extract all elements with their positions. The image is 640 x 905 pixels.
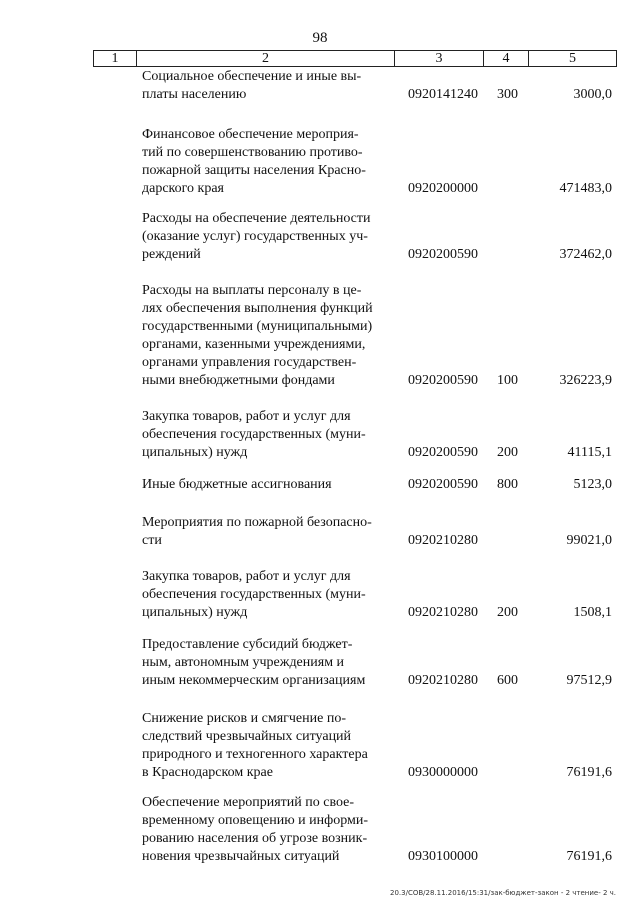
row-name-line: ным, автономным учреждениям и: [142, 655, 345, 670]
row-name: [142, 794, 392, 866]
row-name-line: лях обеспечения выполнения функций: [142, 301, 373, 316]
row-code: 0920200590: [408, 477, 478, 492]
row-name: [142, 514, 392, 550]
row-code: 0920200590: [408, 247, 478, 262]
row-code: 0920200590: [408, 373, 478, 388]
header-col-2: 2: [137, 51, 395, 66]
row-amount: 76191,6: [566, 849, 612, 864]
row-name-line: (оказание услуг) государственных уч-: [142, 229, 368, 244]
row-amount: 326223,9: [559, 373, 612, 388]
row-amount: 372462,0: [559, 247, 612, 262]
header-col-1: 1: [94, 51, 137, 66]
row-name-line: Социальное обеспечение и иные вы-: [142, 69, 362, 84]
row-amount: 76191,6: [566, 765, 612, 780]
row-name: [142, 408, 392, 462]
page-number: 98: [312, 30, 328, 46]
row-name-line: Закупка товаров, работ и услуг для: [142, 569, 351, 584]
row-name-line: платы населению: [142, 87, 247, 102]
row-amount: 1508,1: [573, 605, 612, 620]
row-code: 0920200590: [408, 445, 478, 460]
row-name: [142, 282, 392, 390]
row-name-line: ными внебюджетными фондами: [142, 373, 335, 388]
row-name: [142, 126, 392, 198]
row-amount: 5123,0: [573, 477, 612, 492]
row-expense-kind: 100: [497, 373, 518, 388]
row-name: [142, 710, 392, 782]
header-col-5: 5: [569, 51, 576, 66]
row-name-line: Финансовое обеспечение мероприя-: [142, 127, 359, 142]
row-name-line: ципальных) нужд: [142, 445, 248, 460]
row-code: 0920200000: [408, 181, 478, 196]
row-code: 0920141240: [408, 87, 478, 102]
row-expense-kind: 200: [497, 605, 518, 620]
row-amount: 471483,0: [559, 181, 612, 196]
row-name-line: Снижение рисков и смягчение по-: [142, 711, 346, 726]
row-name-line: иным некоммерческим организациям: [142, 673, 366, 688]
row-name-line: органами, казенными учреждениями,: [142, 337, 366, 352]
footer-note: 20.3/СОВ/28.11.2016/15:31/зак-бюджет-закон - 2 чтение- 2 ч.: [390, 889, 616, 897]
row-name: [142, 636, 392, 690]
header-col-3: 3: [395, 51, 484, 66]
row-name-line: дарского края: [142, 181, 224, 196]
row-name-line: органами управления государствен-: [142, 355, 357, 370]
row-name-line: временному оповещению и информи-: [142, 813, 368, 828]
row-name-line: Расходы на обеспечение деятельности: [142, 211, 371, 226]
row-name-line: ципальных) нужд: [142, 605, 248, 620]
row-name: [142, 210, 392, 264]
row-name-line: природного и техногенного характера: [142, 747, 368, 762]
row-name: [142, 68, 392, 104]
row-name: [142, 476, 392, 494]
row-code: 0920210280: [408, 605, 478, 620]
row-expense-kind: 600: [497, 673, 518, 688]
row-name-line: Обеспечение мероприятий по свое-: [142, 795, 355, 810]
row-name-line: обеспечения государственных (муни-: [142, 587, 366, 602]
row-name-line: Предоставление субсидий бюджет-: [142, 637, 353, 652]
row-name-line: Расходы на выплаты персоналу в це-: [142, 283, 362, 298]
row-name-line: новения чрезвычайных ситуаций: [142, 849, 340, 864]
row-expense-kind: 800: [497, 477, 518, 492]
row-amount: 97512,9: [566, 673, 612, 688]
row-name-line: в Краснодарском крае: [142, 765, 273, 780]
row-name: [142, 568, 392, 622]
header-col-4: 4: [484, 51, 529, 66]
row-code: 0930100000: [408, 849, 478, 864]
table-header: [93, 50, 617, 67]
row-name-line: обеспечения государственных (муни-: [142, 427, 366, 442]
row-name-line: реждений: [142, 247, 201, 262]
row-name-line: Мероприятия по пожарной безопасно-: [142, 515, 372, 530]
row-expense-kind: 200: [497, 445, 518, 460]
row-name-line: Иные бюджетные ассигнования: [142, 477, 332, 492]
row-name-line: тий по совершенствованию противо-: [142, 145, 363, 160]
row-code: 0920210280: [408, 533, 478, 548]
row-amount: 3000,0: [573, 87, 612, 102]
row-name-line: государственными (муниципальными): [142, 319, 373, 334]
row-code: 0920210280: [408, 673, 478, 688]
row-name-line: сти: [142, 533, 162, 548]
row-expense-kind: 300: [497, 87, 518, 102]
row-amount: 99021,0: [566, 533, 612, 548]
row-name-line: рованию населения об угрозе возник-: [142, 831, 368, 846]
row-name-line: пожарной защиты населения Красно-: [142, 163, 366, 178]
row-name-line: следствий чрезвычайных ситуаций: [142, 729, 352, 744]
row-name-line: Закупка товаров, работ и услуг для: [142, 409, 351, 424]
row-amount: 41115,1: [567, 445, 612, 460]
row-code: 0930000000: [408, 765, 478, 780]
